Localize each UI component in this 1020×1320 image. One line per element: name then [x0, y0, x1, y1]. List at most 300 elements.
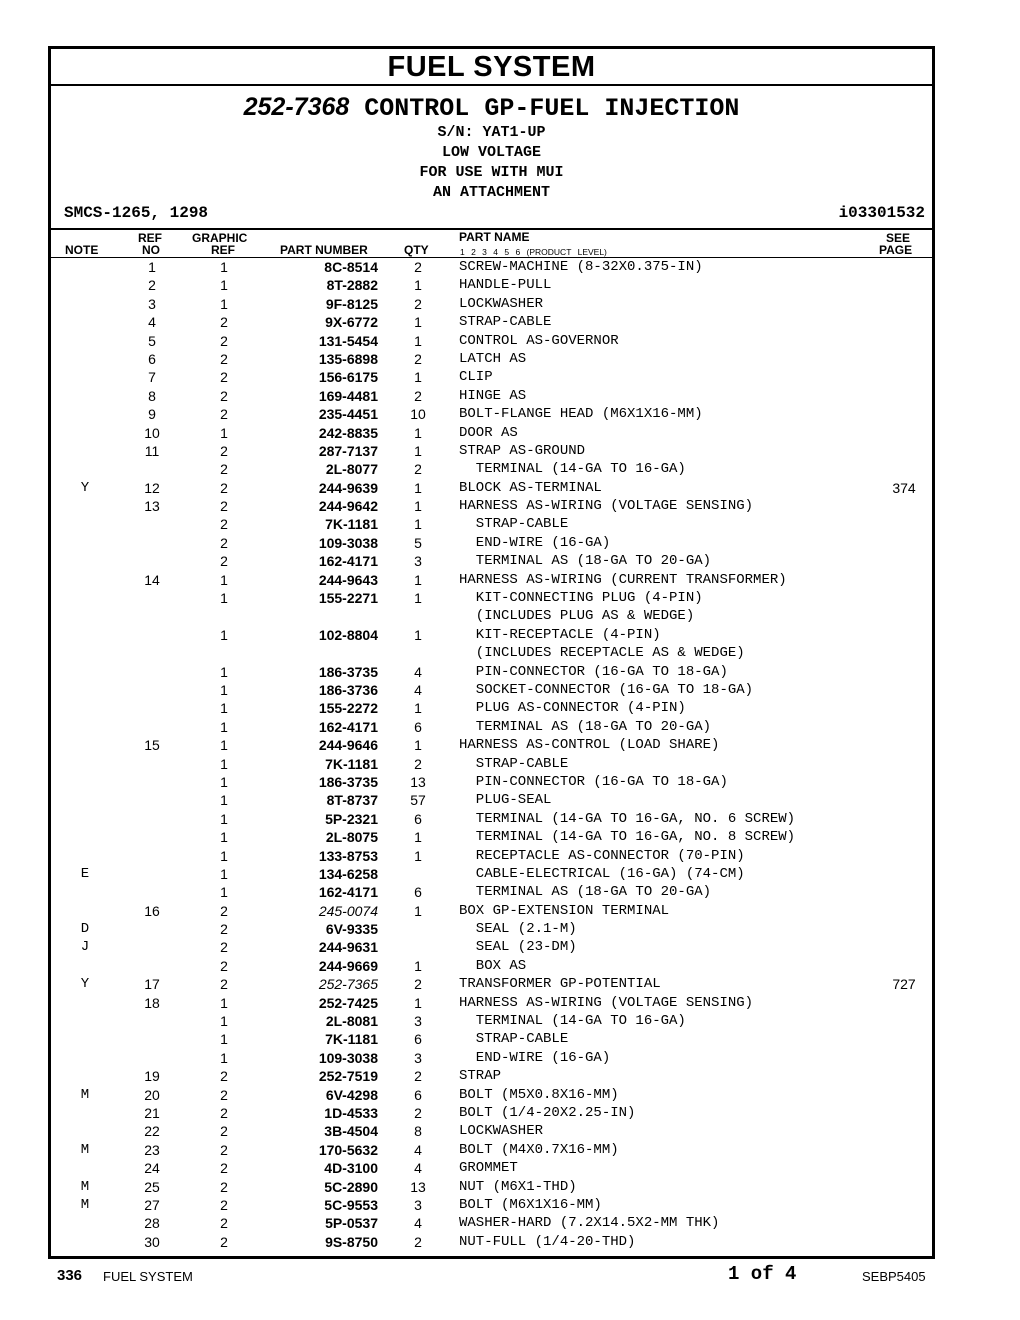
table-row [51, 479, 932, 497]
row-qty: 2 [414, 350, 422, 367]
row-part-number: 1D-4533 [324, 1104, 378, 1121]
row-qty: 2 [414, 1233, 422, 1250]
table-row [51, 350, 932, 368]
row-note: Y [80, 976, 90, 993]
row-part-number: 3B-4504 [324, 1123, 378, 1140]
table-row [51, 626, 932, 644]
row-qty: 2 [414, 387, 422, 404]
table-row [51, 920, 932, 938]
row-graphic-ref: 1 [220, 884, 228, 901]
row-graphic-ref: 2 [220, 902, 228, 919]
row-qty: 2 [414, 755, 422, 772]
row-part-number: 102-8804 [318, 626, 378, 643]
col-part-name: PART NAME [459, 230, 530, 244]
col-qty: QTY [404, 243, 429, 257]
row-part-number: 155-2271 [318, 590, 378, 607]
row-part-name: STRAP-CABLE [459, 314, 552, 331]
row-part-name: TERMINAL (14-GA TO 16-GA, NO. 6 SCREW) [459, 810, 796, 827]
row-qty: 1 [414, 369, 422, 386]
row-qty: 1 [414, 277, 422, 294]
row-qty: 4 [414, 681, 422, 698]
row-graphic-ref: 1 [220, 810, 228, 827]
row-graphic-ref: 2 [220, 1215, 228, 1232]
row-part-name: HARNESS AS-WIRING (VOLTAGE SENSING) [459, 994, 754, 1011]
row-note: Y [80, 479, 90, 496]
row-part-name: PIN-CONNECTOR (16-GA TO 18-GA) [459, 663, 728, 680]
row-qty: 6 [414, 1086, 422, 1103]
row-graphic-ref: 2 [220, 461, 228, 478]
row-part-number: 244-9642 [318, 498, 378, 515]
row-part-name: KIT-RECEPTACLE (4-PIN) [459, 626, 661, 643]
group-title [51, 92, 932, 124]
table-row [51, 1104, 932, 1122]
row-part-number: 244-9669 [318, 957, 378, 974]
row-part-name: BOX GP-EXTENSION TERMINAL [459, 902, 670, 919]
row-graphic-ref: 1 [220, 259, 228, 275]
table-row [51, 1086, 932, 1104]
row-qty: 4 [414, 1160, 422, 1177]
row-graphic-ref: 2 [220, 1104, 228, 1121]
table-row [51, 1122, 932, 1140]
row-part-name: TERMINAL (14-GA TO 16-GA) [459, 1013, 686, 1030]
parts-table [51, 258, 932, 1251]
row-part-name: STRAP AS-GROUND [459, 442, 586, 459]
row-part-name: STRAP-CABLE [459, 755, 569, 772]
table-row [51, 424, 932, 442]
table-row [51, 368, 932, 386]
row-graphic-ref: 2 [220, 1160, 228, 1177]
row-part-number: 244-9639 [318, 479, 378, 496]
page-footer [0, 1262, 1020, 1292]
row-ref-no: 24 [144, 1160, 160, 1177]
row-graphic-ref: 1 [220, 1049, 228, 1066]
col-part-number: PART NUMBER [280, 243, 368, 257]
table-row [51, 791, 932, 809]
row-qty: 6 [414, 884, 422, 901]
row-qty: 3 [414, 553, 422, 570]
row-part-number: 5C-9553 [324, 1196, 378, 1213]
row-ref-no: 19 [144, 1068, 160, 1085]
row-part-number: 156-6175 [318, 369, 378, 386]
row-qty: 1 [414, 994, 422, 1011]
row-part-name: KIT-CONNECTING PLUG (4-PIN) [459, 590, 703, 607]
row-part-name: BOLT (M4X0.7X16-MM) [459, 1141, 619, 1158]
row-qty: 2 [414, 461, 422, 478]
row-part-name: LOCKWASHER [459, 295, 544, 312]
row-part-name: BOX AS [459, 957, 527, 974]
row-part-number: 2L-8077 [325, 461, 378, 478]
group-part-number: 252-7368 [243, 93, 350, 121]
row-part-number: 9F-8125 [325, 295, 378, 312]
row-part-number: 244-9643 [318, 571, 378, 588]
row-part-number: 109-3038 [318, 534, 378, 551]
row-part-name: PIN-CONNECTOR (16-GA TO 18-GA) [459, 773, 728, 790]
row-part-number: 9X-6772 [325, 314, 378, 331]
row-ref-no: 13 [144, 498, 160, 515]
table-row [51, 515, 932, 533]
table-row [51, 313, 932, 331]
row-part-name: END-WIRE (16-GA) [459, 534, 611, 551]
col-graphic-bottom: REF [211, 243, 235, 257]
row-ref-no: 2 [148, 277, 156, 294]
row-ref-no: 23 [144, 1141, 160, 1158]
row-graphic-ref: 2 [220, 516, 228, 533]
row-graphic-ref: 1 [220, 663, 228, 680]
row-graphic-ref: 2 [220, 534, 228, 551]
row-part-name: SCREW-MACHINE (8-32X0.375-IN) [459, 259, 703, 275]
smcs-code: SMCS-1265, 1298 [64, 204, 209, 222]
row-qty: 10 [410, 406, 426, 423]
row-part-name: BOLT (1/4-20X2.25-IN) [459, 1104, 636, 1121]
row-part-name: NUT (M6X1-THD) [459, 1178, 577, 1195]
row-graphic-ref: 1 [220, 865, 228, 882]
row-part-number: 162-4171 [318, 884, 378, 901]
row-graphic-ref: 1 [220, 737, 228, 754]
row-qty: 1 [414, 442, 422, 459]
row-ref-no: 28 [144, 1215, 160, 1232]
row-ref-no: 18 [144, 994, 160, 1011]
row-qty: 1 [414, 516, 422, 533]
row-graphic-ref: 1 [220, 847, 228, 864]
row-part-number: 186-3735 [318, 773, 378, 790]
row-graphic-ref: 2 [220, 1178, 228, 1195]
row-part-name: STRAP-CABLE [459, 516, 569, 533]
col-ref-bottom: NO [142, 243, 160, 257]
row-graphic-ref: 1 [220, 626, 228, 643]
table-row [51, 387, 932, 405]
row-part-number: 7K-1181 [325, 755, 378, 772]
row-part-number: 244-9631 [318, 939, 378, 956]
row-part-number: 242-8835 [318, 424, 378, 441]
col-note: NOTE [65, 243, 99, 257]
row-graphic-ref: 1 [220, 700, 228, 717]
row-ref-no: 7 [148, 369, 156, 386]
row-part-name: SEAL (2.1-M) [459, 921, 577, 938]
row-graphic-ref: 1 [220, 590, 228, 607]
row-ref-no: 20 [144, 1086, 160, 1103]
row-part-number: 131-5454 [318, 332, 378, 349]
table-row [51, 883, 932, 901]
row-ref-no: 8 [148, 387, 156, 404]
row-part-name: SEAL (23-DM) [459, 939, 577, 956]
row-part-name: TERMINAL (14-GA TO 16-GA) [459, 461, 686, 478]
row-part-number: 186-3736 [318, 681, 378, 698]
table-row [51, 571, 932, 589]
row-graphic-ref: 1 [220, 1013, 228, 1030]
row-part-number: 162-4171 [318, 553, 378, 570]
table-row [51, 534, 932, 552]
table-row [51, 718, 932, 736]
row-part-name: GROMMET [459, 1160, 518, 1177]
table-row [51, 442, 932, 460]
table-row [51, 497, 932, 515]
page-of-count: 1 of 4 [728, 1263, 797, 1285]
table-row [51, 681, 932, 699]
row-part-name: (INCLUDES PLUG AS & WEDGE) [459, 608, 695, 625]
table-row [51, 1012, 932, 1030]
row-qty: 1 [414, 902, 422, 919]
table-row [51, 699, 932, 717]
row-note: M [80, 1196, 90, 1213]
row-qty: 1 [414, 332, 422, 349]
row-qty: 1 [414, 847, 422, 864]
table-row [51, 938, 932, 956]
table-row [51, 1178, 932, 1196]
row-qty: 3 [414, 1013, 422, 1030]
row-graphic-ref: 1 [220, 994, 228, 1011]
row-part-name: NUT-FULL (1/4-20-THD) [459, 1233, 636, 1250]
row-graphic-ref: 2 [220, 442, 228, 459]
row-qty: 1 [414, 424, 422, 441]
row-qty: 1 [414, 829, 422, 846]
footer-section: FUEL SYSTEM [103, 1269, 193, 1284]
usage-line: FOR USE WITH MUI [419, 164, 564, 181]
table-row [51, 589, 932, 607]
row-note: M [80, 1141, 90, 1158]
row-graphic-ref: 1 [220, 829, 228, 846]
table-row [51, 460, 932, 478]
row-ref-no: 21 [144, 1104, 160, 1121]
row-ref-no: 9 [148, 406, 156, 423]
row-part-name: TERMINAL AS (18-GA TO 20-GA) [459, 884, 712, 901]
row-ref-no: 25 [144, 1178, 160, 1195]
row-see-page: 727 [892, 976, 916, 993]
row-part-number: 133-8753 [318, 847, 378, 864]
row-graphic-ref: 1 [220, 1031, 228, 1048]
row-ref-no: 11 [144, 442, 160, 459]
serial-number-line: S/N: YAT1-UP [437, 124, 546, 141]
illustration-id: i03301532 [838, 204, 925, 222]
row-part-name: (INCLUDES RECEPTACLE AS & WEDGE) [459, 645, 745, 662]
row-part-number: 2L-8075 [325, 829, 378, 846]
row-graphic-ref: 1 [220, 424, 228, 441]
row-part-name: HANDLE-PULL [459, 277, 552, 294]
row-qty: 1 [414, 571, 422, 588]
row-note: M [80, 1086, 90, 1103]
row-graphic-ref: 1 [220, 295, 228, 312]
row-qty: 1 [414, 590, 422, 607]
row-ref-no: 5 [148, 332, 156, 349]
row-part-number: 244-9646 [318, 737, 378, 754]
row-part-number: 162-4171 [318, 718, 378, 735]
row-graphic-ref: 2 [220, 1141, 228, 1158]
row-qty: 1 [414, 314, 422, 331]
row-part-number: 5C-2890 [324, 1178, 378, 1195]
row-ref-no: 1 [148, 259, 156, 275]
row-part-number: 6V-4298 [325, 1086, 378, 1103]
row-graphic-ref: 2 [220, 1123, 228, 1140]
row-part-number: 7K-1181 [325, 1031, 378, 1048]
table-row [51, 1067, 932, 1085]
row-ref-no: 22 [144, 1123, 160, 1140]
row-part-number: 235-4451 [318, 406, 378, 423]
voltage-line: LOW VOLTAGE [441, 144, 542, 161]
row-ref-no: 17 [144, 976, 160, 993]
row-part-name: RECEPTACLE AS-CONNECTOR (70-PIN) [459, 847, 745, 864]
row-graphic-ref: 2 [220, 1086, 228, 1103]
row-graphic-ref: 2 [220, 1068, 228, 1085]
table-row [51, 810, 932, 828]
table-row [51, 1049, 932, 1067]
row-part-name: BLOCK AS-TERMINAL [459, 479, 602, 496]
table-row [51, 1141, 932, 1159]
document-id: SEBP5405 [862, 1269, 926, 1284]
row-part-name: HARNESS AS-WIRING (VOLTAGE SENSING) [459, 498, 754, 515]
table-row [51, 828, 932, 846]
row-graphic-ref: 2 [220, 387, 228, 404]
row-qty: 1 [414, 626, 422, 643]
table-row [51, 847, 932, 865]
table-row [51, 1030, 932, 1048]
row-graphic-ref: 1 [220, 277, 228, 294]
row-qty: 13 [410, 1178, 426, 1195]
row-note: M [80, 1178, 90, 1195]
row-part-number: 5P-2321 [325, 810, 378, 827]
table-row [51, 957, 932, 975]
row-part-number: 186-3735 [318, 663, 378, 680]
row-ref-no: 15 [144, 737, 160, 754]
row-part-name: STRAP-CABLE [459, 1031, 569, 1048]
group-name: CONTROL GP-FUEL INJECTION [364, 94, 740, 123]
row-qty: 3 [414, 1049, 422, 1066]
table-row [51, 975, 932, 993]
row-part-number: 252-7519 [318, 1068, 378, 1085]
table-row [51, 773, 932, 791]
row-part-name: PLUG AS-CONNECTOR (4-PIN) [459, 700, 686, 717]
row-part-name: HINGE AS [459, 387, 527, 404]
row-graphic-ref: 2 [220, 1196, 228, 1213]
row-part-name: BOLT (M5X0.8X16-MM) [459, 1086, 619, 1103]
row-graphic-ref: 2 [220, 921, 228, 938]
row-ref-no: 14 [144, 571, 160, 588]
row-part-name: END-WIRE (16-GA) [459, 1049, 611, 1066]
table-row [51, 1159, 932, 1177]
row-part-name: TERMINAL AS (18-GA TO 20-GA) [459, 553, 712, 570]
row-ref-no: 6 [148, 350, 156, 367]
row-graphic-ref: 2 [220, 406, 228, 423]
row-graphic-ref: 2 [220, 976, 228, 993]
section-title: FUEL SYSTEM [51, 49, 932, 86]
row-graphic-ref: 2 [220, 1233, 228, 1250]
col-product-level: 1 2 3 4 5 6 (PRODUCT LEVEL) [460, 247, 607, 257]
row-part-number: 8T-8737 [326, 792, 378, 809]
row-part-number: 8C-8514 [324, 259, 378, 275]
row-part-number: 252-7365 [318, 976, 378, 993]
col-see-top: SEE [886, 231, 911, 245]
row-ref-no: 30 [144, 1233, 160, 1250]
row-qty: 6 [414, 718, 422, 735]
table-row [51, 276, 932, 294]
row-qty: 6 [414, 810, 422, 827]
row-qty: 1 [414, 479, 422, 496]
row-graphic-ref: 2 [220, 957, 228, 974]
row-graphic-ref: 1 [220, 681, 228, 698]
row-qty: 8 [414, 1123, 422, 1140]
row-part-number: 170-5632 [318, 1141, 378, 1158]
row-note: E [80, 865, 90, 882]
row-qty: 2 [414, 1068, 422, 1085]
table-row [51, 332, 932, 350]
row-part-number: 245-0074 [318, 902, 378, 919]
row-graphic-ref: 2 [220, 498, 228, 515]
row-qty: 6 [414, 1031, 422, 1048]
row-qty: 3 [414, 1196, 422, 1213]
row-qty: 13 [410, 773, 426, 790]
row-graphic-ref: 2 [220, 479, 228, 496]
table-row [51, 994, 932, 1012]
row-part-number: 155-2272 [318, 700, 378, 717]
table-row [51, 644, 932, 662]
table-row [51, 1196, 932, 1214]
row-part-name: HARNESS AS-WIRING (CURRENT TRANSFORMER) [459, 571, 787, 588]
row-part-number: 287-7137 [318, 442, 378, 459]
row-ref-no: 10 [144, 424, 160, 441]
row-qty: 1 [414, 957, 422, 974]
row-graphic-ref: 2 [220, 332, 228, 349]
row-part-name: TERMINAL (14-GA TO 16-GA, NO. 8 SCREW) [459, 829, 796, 846]
table-row [51, 1214, 932, 1232]
row-graphic-ref: 1 [220, 792, 228, 809]
row-part-name: WASHER-HARD (7.2X14.5X2-MM THK) [459, 1215, 720, 1232]
table-row [51, 663, 932, 681]
column-header [51, 230, 932, 258]
row-part-number: 7K-1181 [325, 516, 378, 533]
row-note: J [80, 939, 90, 956]
row-ref-no: 3 [148, 295, 156, 312]
row-graphic-ref: 2 [220, 314, 228, 331]
row-ref-no: 12 [144, 479, 160, 496]
row-qty: 2 [414, 295, 422, 312]
row-ref-no: 27 [144, 1196, 160, 1213]
col-ref-top: REF [138, 231, 162, 245]
row-part-name: BOLT (M6X1X16-MM) [459, 1196, 602, 1213]
row-part-name: BOLT-FLANGE HEAD (M6X1X16-MM) [459, 406, 703, 423]
row-part-name: CABLE-ELECTRICAL (16-GA) (74-CM) [459, 865, 745, 882]
page-number: 336 [57, 1267, 83, 1284]
row-graphic-ref: 1 [220, 755, 228, 772]
row-qty: 57 [410, 792, 426, 809]
row-qty: 4 [414, 1141, 422, 1158]
row-qty: 4 [414, 663, 422, 680]
row-part-number: 109-3038 [318, 1049, 378, 1066]
table-row [51, 1233, 932, 1251]
table-row [51, 755, 932, 773]
table-row [51, 902, 932, 920]
table-row [51, 405, 932, 423]
row-part-number: 6V-9335 [325, 921, 378, 938]
group-header [51, 86, 932, 230]
row-part-name: SOCKET-CONNECTOR (16-GA TO 18-GA) [459, 681, 754, 698]
attachment-line: AN ATTACHMENT [432, 184, 551, 201]
row-part-number: 169-4481 [318, 387, 378, 404]
row-part-name: PLUG-SEAL [459, 792, 552, 809]
row-see-page: 374 [892, 479, 916, 496]
row-qty: 2 [414, 259, 422, 275]
row-part-number: 4D-3100 [324, 1160, 378, 1177]
row-part-name: CONTROL AS-GOVERNOR [459, 332, 619, 349]
row-graphic-ref: 2 [220, 350, 228, 367]
row-part-name: DOOR AS [459, 424, 518, 441]
parts-list-frame [48, 46, 935, 1259]
row-part-number: 5P-0537 [325, 1215, 378, 1232]
row-graphic-ref: 1 [220, 718, 228, 735]
row-part-number: 135-6898 [318, 350, 378, 367]
col-see-bottom: PAGE [879, 243, 913, 257]
table-row [51, 258, 932, 276]
row-part-name: LOCKWASHER [459, 1123, 544, 1140]
table-row [51, 295, 932, 313]
row-qty: 5 [414, 534, 422, 551]
